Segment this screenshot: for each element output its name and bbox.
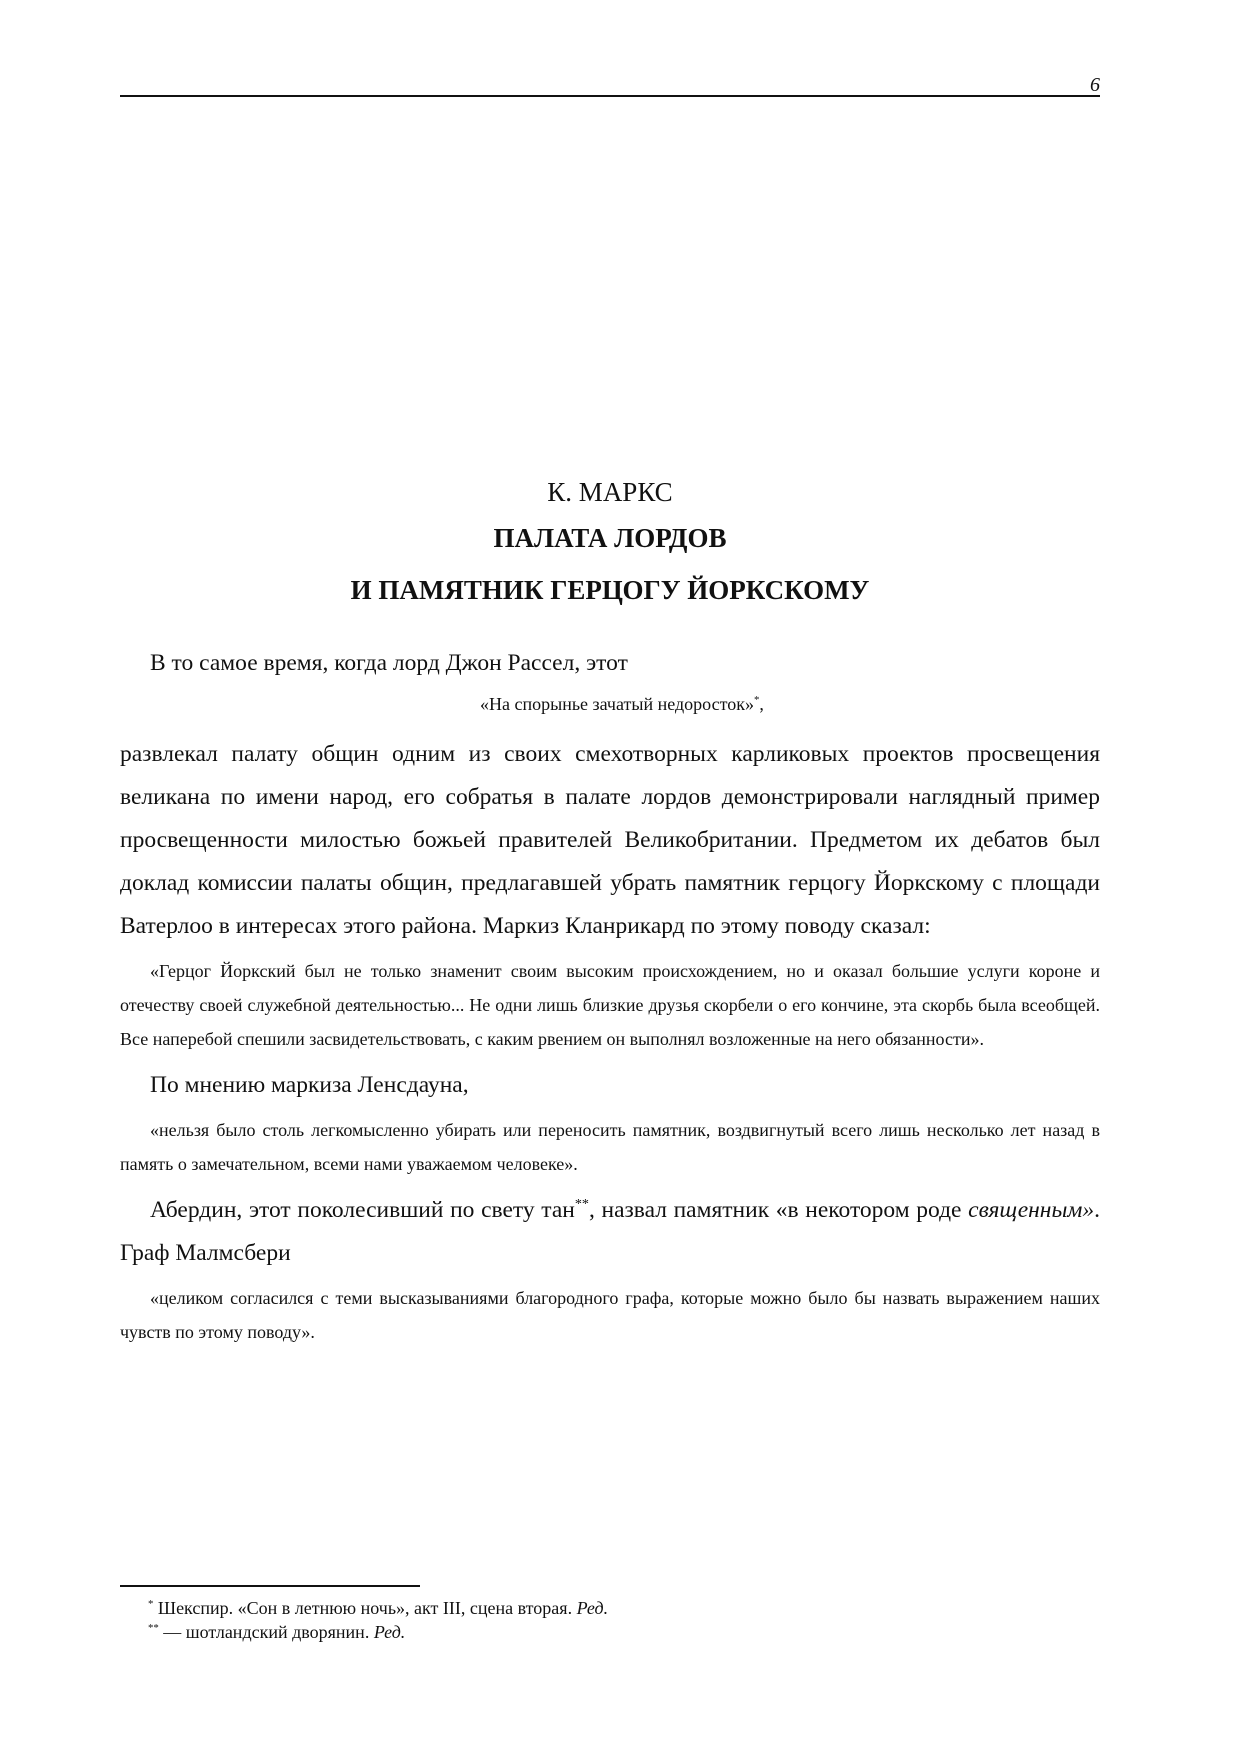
verse-text: «На спорынье зачатый недоросток» (480, 694, 754, 714)
footnote-rule (120, 1585, 420, 1587)
footnote-ref-2: ** (574, 1196, 589, 1213)
footnotes (148, 1596, 1098, 1644)
footnote-2-editor: Ред. (373, 1622, 406, 1642)
page-number: 6 (1090, 74, 1100, 96)
verse-quote (480, 689, 1100, 719)
footnote-1 (148, 1596, 1098, 1620)
article-title-line-2: И ПАМЯТНИК ГЕРЦОГУ ЙОРКСКОМУ (350, 575, 870, 605)
p4-start: Абердин, этот поколесивший по свету тан (150, 1197, 575, 1223)
article (120, 472, 1100, 1357)
paragraph-4 (120, 1189, 1100, 1275)
quote-clanricarde: «Герцог Йоркский был не только знаменит своим высоким происхождением, но и оказал большие услуги короне и отечеству своей служебной деятельностью... Не одни лишь близкие друзья скорбели о его кончине, эта скорбь была всеобщей. Все наперебой спешили засвидетельствовать, с каким рвением он выполнял возложенные на него обязанности». (120, 961, 1100, 1049)
quote-malmesbury: «целиком согласился с теми высказываниями благородного графа, которые можно было бы назвать выражением наших чувств по этому поводу». (120, 1288, 1100, 1342)
paragraph-1: В то самое время, когда лорд Джон Рассел, этот (150, 650, 628, 676)
article-author: К. МАРКС (547, 477, 673, 507)
p4-mid: , назвал памятник «в некотором роде (588, 1197, 969, 1223)
footnote-1-text: Шекспир. «Сон в летнюю ночь», акт III, сцена вторая. (153, 1598, 577, 1618)
footnote-2 (148, 1620, 1098, 1644)
footnote-1-mark: * (148, 1598, 154, 1610)
footnote-1-editor: Ред. (576, 1598, 609, 1618)
p4-italic: священным» (968, 1197, 1095, 1223)
header-rule (120, 95, 1100, 97)
paragraph-3: По мнению маркиза Ленсдауна, (150, 1072, 469, 1098)
verse-punct: , (759, 694, 764, 714)
footnote-2-text: — шотландский дворянин. (158, 1622, 374, 1642)
quote-lansdowne: «нельзя было столь легкомысленно убирать или переносить памятник, воздвигнутый всего лишь несколько лет назад в память о замечательном, всеми нами уважаемом человеке». (120, 1120, 1100, 1174)
p4-end: . Граф Малмсбери (120, 1197, 1100, 1266)
article-title-line-1: ПАЛАТА ЛОРДОВ (493, 523, 727, 553)
footnote-2-mark: ** (148, 1622, 159, 1634)
paragraph-2: развлекал палату общин одним из своих смехотворных карликовых проектов просвещения великана по имени народ, его собратья в палате лордов демонстрировали наглядный пример просвещенности милостью божьей правителей Великобритании. Предметом их дебатов был доклад комиссии палаты общин, предлагавшей убрать памятник герцогу Йоркскому с площади Ватерлоо в интересах этого района. Маркиз Кланрикард по этому поводу сказал: (120, 741, 1100, 939)
footnote-ref-1: * (753, 694, 760, 706)
